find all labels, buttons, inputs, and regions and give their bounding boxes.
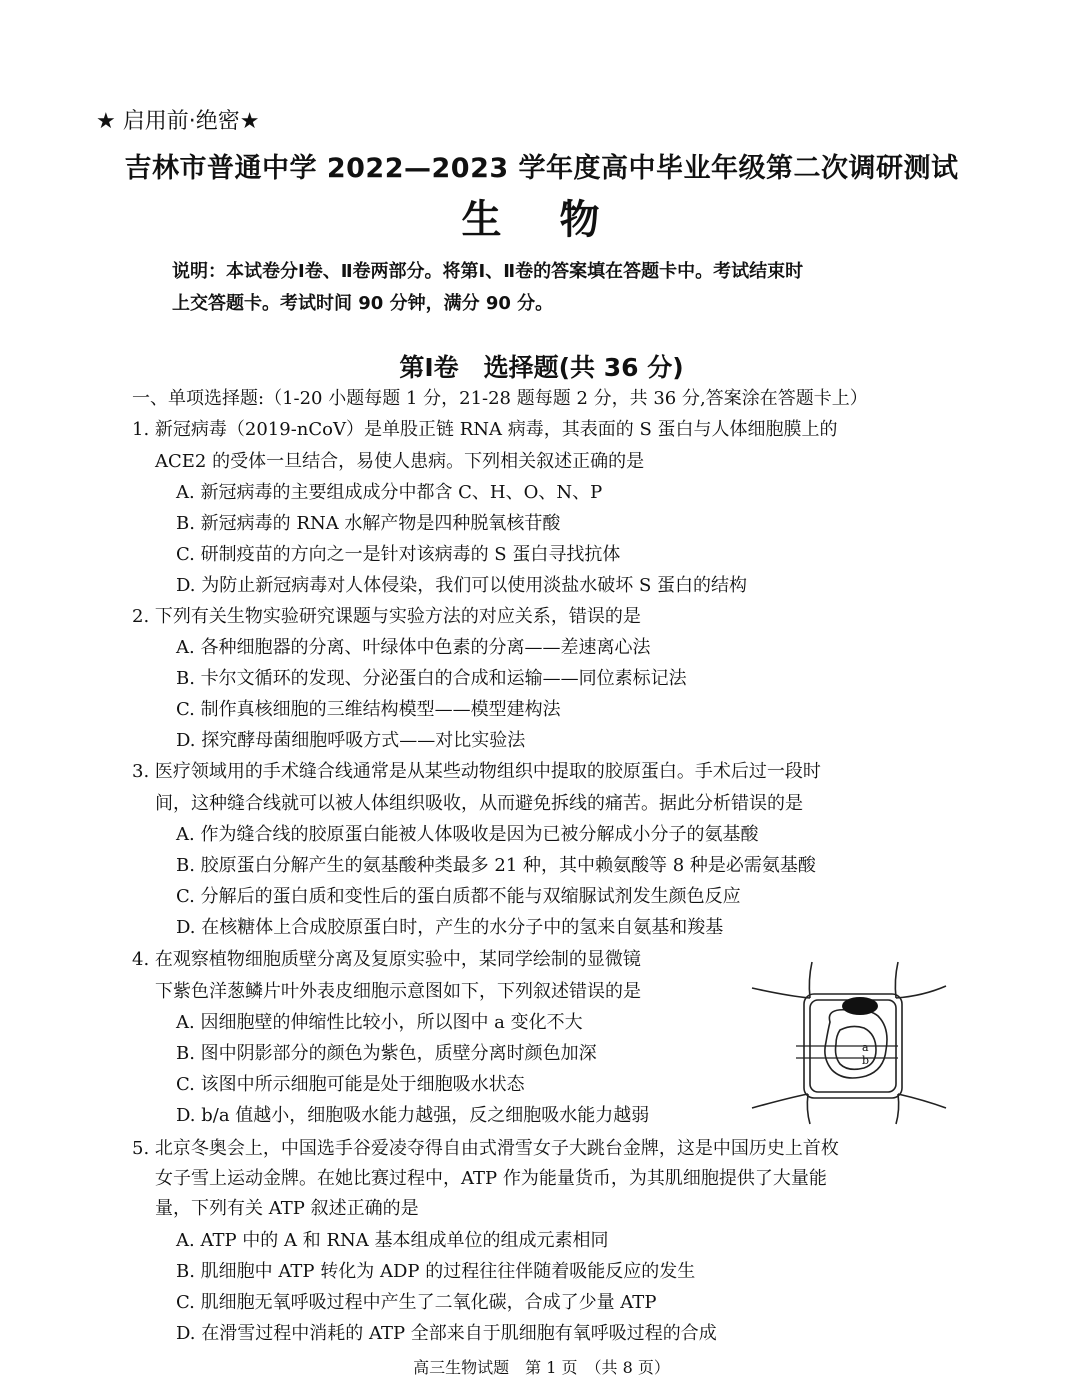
question-1-option-b: B. 新冠病毒的 RNA 水解产物是四种脱氧核苷酸 [176, 513, 561, 534]
question-5-option-d: D. 在滑雪过程中消耗的 ATP 全部来自于肌细胞有氧呼吸过程的合成 [176, 1323, 717, 1344]
question-5-option-b: B. 肌细胞中 ATP 转化为 ADP 的过程往往伴随着吸能反应的发生 [176, 1261, 696, 1282]
question-2-stem: 2. 下列有关生物实验研究课题与实验方法的对应关系，错误的是 [132, 606, 641, 627]
question-3-option-d: D. 在核糖体上合成胶原蛋白时，产生的水分子中的氢来自氨基和羧基 [176, 917, 724, 938]
question-3-stem-line-1: 3. 医疗领域用的手术缝合线通常是从某些动物组织中提取的胶原蛋白。手术后过一段时 [132, 761, 821, 782]
question-1-option-c: C. 研制疫苗的方向之一是针对该病毒的 S 蛋白寻找抗体 [176, 544, 621, 565]
vacuole-outline [836, 1026, 877, 1069]
question-3-option-c: C. 分解后的蛋白质和变性后的蛋白质都不能与双缩脲试剂发生颜色反应 [176, 886, 741, 907]
section-instruction: 一、单项选择题:（1-20 小题每题 1 分，21-28 题每题 2 分，共 36 分,答案涂在答题卡上） [132, 388, 868, 409]
question-5-stem-line-3: 量，下列有关 ATP 叙述正确的是 [155, 1198, 419, 1219]
question-2-option-d: D. 探究酵母菌细胞呼吸方式——对比实验法 [176, 730, 526, 751]
question-3-stem-line-2: 间，这种缝合线就可以被人体组织吸收，从而避免拆线的痛苦。据此分析错误的是 [155, 793, 803, 814]
question-1-stem-line-2: ACE2 的受体一旦结合，易使人患病。下列相关叙述正确的是 [155, 451, 645, 472]
question-5-stem-line-2: 女子雪上运动金牌。在她比赛过程中，ATP 作为能量货币，为其肌细胞提供了大量能 [155, 1168, 827, 1189]
note-line-2: 上交答题卡。考试时间 90 分钟，满分 90 分。 [172, 293, 554, 314]
question-4-option-b: B. 图中阴影部分的颜色为紫色，质壁分离时颜色加深 [176, 1043, 597, 1064]
neighbor-cell-wall-top-left [752, 988, 810, 998]
question-5-option-a: A. ATP 中的 A 和 RNA 基本组成单位的组成元素相同 [176, 1230, 609, 1251]
question-4-option-c: C. 该图中所示细胞可能是处于细胞吸水状态 [176, 1074, 525, 1095]
nucleus-shading [842, 997, 878, 1015]
question-5-stem-line-1: 5. 北京冬奥会上，中国选手谷爱凌夺得自由式滑雪女子大跳台金牌，这是中国历史上首枚 [132, 1138, 839, 1159]
question-2-option-b: B. 卡尔文循环的发现、分泌蛋白的合成和运输——同位素标记法 [176, 668, 687, 689]
neighbor-cell-wall-bottom-left-2 [807, 1094, 810, 1124]
question-2-option-a: A. 各种细胞器的分离、叶绿体中色素的分离——差速离心法 [176, 637, 651, 658]
question-3-option-a: A. 作为缝合线的胶原蛋白能被人体吸收是因为已被分解成小分子的氨基酸 [176, 824, 759, 845]
question-4-stem-line-2: 下紫色洋葱鳞片叶外表皮细胞示意图如下，下列叙述错误的是 [155, 981, 641, 1002]
question-4-option-a: A. 因细胞壁的伸缩性比较小，所以图中 a 变化不大 [176, 1012, 583, 1033]
question-2-option-c: C. 制作真核细胞的三维结构模型——模型建构法 [176, 699, 561, 720]
plant-cell-diagram [748, 958, 948, 1126]
neighbor-cell-wall-bottom-right-2 [898, 1094, 946, 1108]
label-a: a [862, 1041, 869, 1054]
question-4-stem-line-1: 4. 在观察植物细胞质壁分离及复原实验中，某同学绘制的显微镜 [132, 949, 641, 970]
exam-note [172, 256, 952, 320]
question-1-option-d: D. 为防止新冠病毒对人体侵染，我们可以使用淡盐水破坏 S 蛋白的结构 [176, 575, 748, 596]
secret-mark: ★ 启用前·绝密★ [96, 109, 260, 134]
subject-title: 生 物 [461, 197, 622, 243]
question-5-option-c: C. 肌细胞无氧呼吸过程中产生了二氧化碳，合成了少量 ATP [176, 1292, 657, 1313]
section-title: 第Ⅰ卷 选择题(共 36 分) [399, 353, 684, 382]
neighbor-cell-wall-top-right [895, 962, 898, 998]
neighbor-cell-wall-bottom-right [896, 1094, 899, 1124]
protoplast-outline [825, 1010, 887, 1078]
page-footer: 高三生物试题 第 1 页 （共 8 页） [413, 1358, 670, 1377]
question-1-option-a: A. 新冠病毒的主要组成成分中都含 C、H、O、N、P [176, 482, 603, 503]
exam-title: 吉林市普通中学 2022—2023 学年度高中毕业年级第二次调研测试 [124, 153, 959, 184]
neighbor-cell-wall-bottom-left [752, 1094, 808, 1108]
question-1-stem-line-1: 1. 新冠病毒（2019-nCoV）是单股正链 RNA 病毒，其表面的 S 蛋白与人体细胞膜上的 [132, 419, 838, 440]
label-b: b [862, 1054, 870, 1067]
question-3-option-b: B. 胶原蛋白分解产生的氨基酸种类最多 21 种，其中赖氨酸等 8 种是必需氨基酸 [176, 855, 816, 876]
neighbor-cell-wall-top-left-2 [809, 962, 812, 998]
neighbor-cell-wall-right [896, 986, 946, 998]
question-4-option-d: D. b/a 值越小，细胞吸水能力越强，反之细胞吸水能力越弱 [176, 1105, 650, 1126]
note-line-1: 说明：本试卷分Ⅰ卷、Ⅱ卷两部分。将第Ⅰ、Ⅱ卷的答案填在答题卡中。考试结束时 [172, 261, 804, 282]
